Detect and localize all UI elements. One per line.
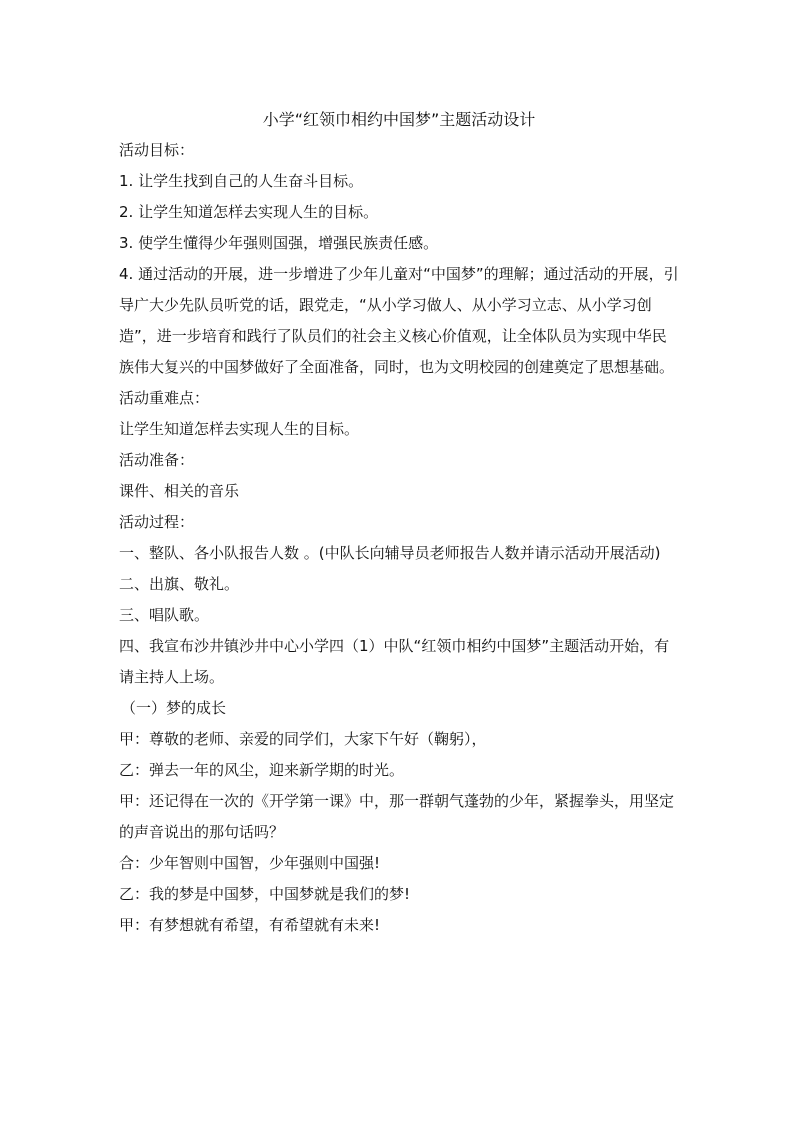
process-heading: 活动过程： — [119, 513, 195, 531]
dialogue-line: 甲：尊敬的老师、亲爱的同学们，大家下午好（鞠躬）， — [119, 730, 487, 748]
preparation-heading: 活动准备： — [119, 451, 195, 469]
dialogue-line: 合：少年智则中国智，少年强则中国强! — [119, 854, 381, 872]
objective-item: 2. 让学生知道怎样去实现人生的目标。 — [119, 203, 379, 221]
dialogue-line: 甲：还记得在一次的《开学第一课》中，那一群朝气蓬勃的少年，紧握拳头，用坚定的声音说出的那句话吗？ — [119, 792, 675, 841]
process-step: 一、整队、各小队报告人数 。(中队长向辅导员老师报告人数并请示活动开展活动) — [119, 544, 661, 562]
objective-item: 3. 使学生懂得少年强则国强，增强民族责任感。 — [119, 234, 439, 252]
process-step: 四、我宣布沙井镇沙井中心小学四（1）中队“红领巾相约中国梦”主题活动开始，有请主持人上场。 — [119, 637, 670, 686]
key-points-text: 让学生知道怎样去实现人生的目标。 — [119, 420, 360, 438]
objective-item: 1. 让学生找到自己的人生奋斗目标。 — [119, 172, 364, 190]
section-heading: （一）梦的成长 — [121, 699, 227, 717]
document-title: 小学“红领巾相约中国梦”主题活动设计 — [262, 110, 536, 129]
preparation-text: 课件、相关的音乐 — [119, 482, 240, 500]
dialogue-line: 乙：我的梦是中国梦，中国梦就是我们的梦! — [119, 885, 411, 903]
objective-item: 4. 通过活动的开展，进一步增进了少年儿童对“中国梦”的理解；通过活动的开展，引导广大少先队员听党的话，跟党走，“从小学习做人、从小学习立志、从小学习创造”，进一步培育和践行了队员们的社会主义核心价值观，让全体队员为实现中华民族伟大复兴的中国梦做好了全面准备，同时，也为文明校园的创建奠定了思想基础。 — [119, 265, 679, 376]
document-body — [119, 104, 679, 941]
key-points-heading: 活动重难点： — [119, 389, 210, 407]
dialogue-line: 乙：弹去一年的风尘，迎来新学期的时光。 — [119, 761, 405, 779]
objectives-heading: 活动目标： — [119, 141, 195, 159]
process-step: 二、出旗、敬礼。 — [119, 575, 240, 593]
dialogue-line: 甲：有梦想就有希望，有希望就有未来! — [119, 916, 381, 934]
process-step: 三、唱队歌。 — [119, 606, 210, 624]
